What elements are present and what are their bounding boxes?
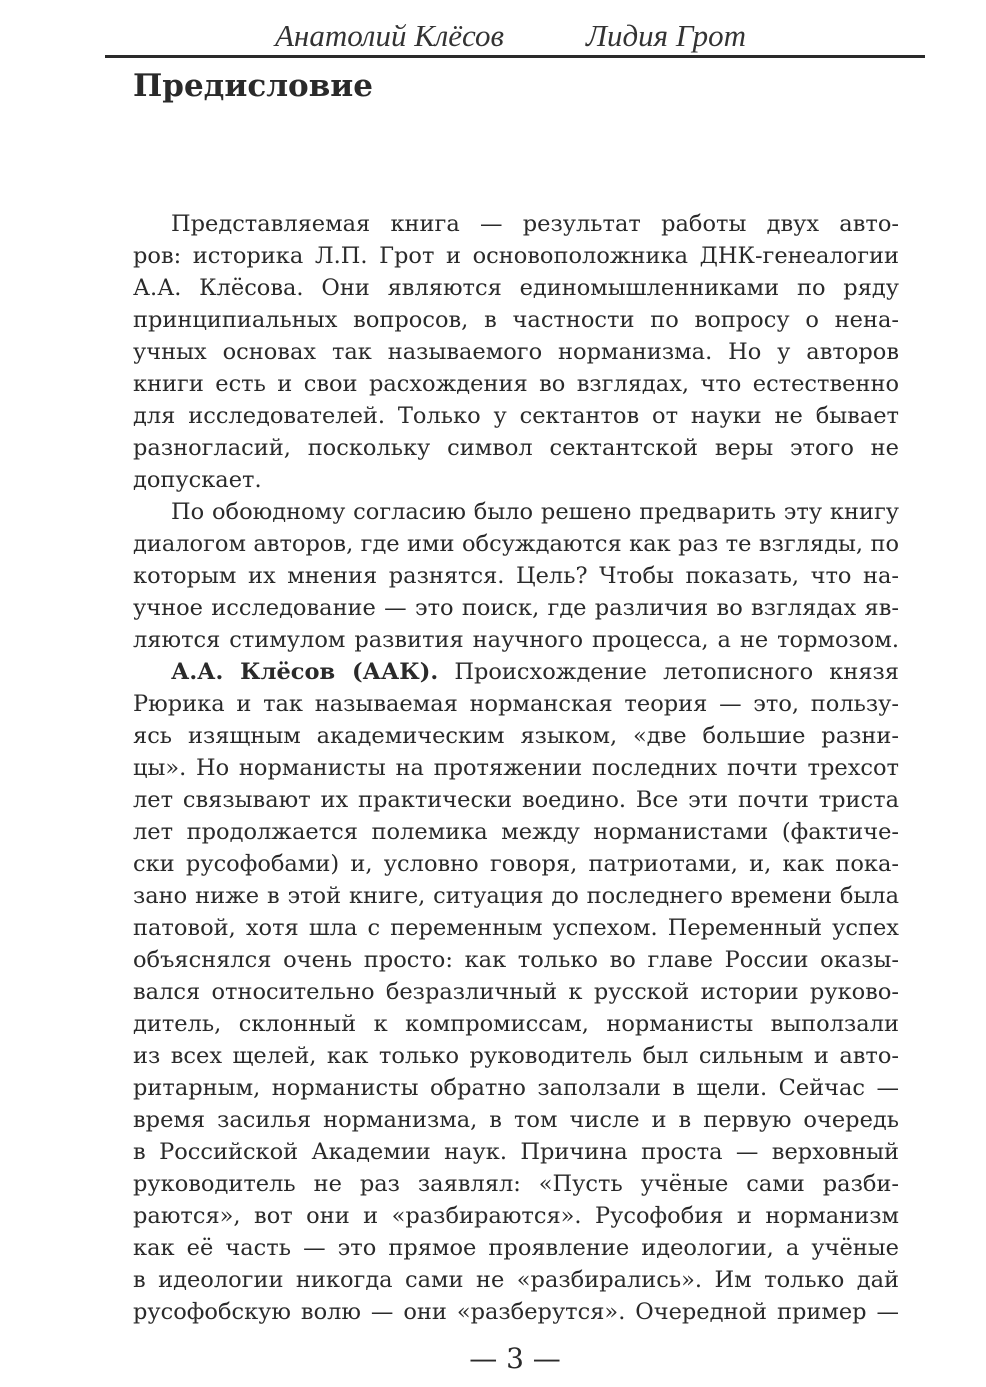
header-rule <box>105 55 925 58</box>
text-line: Представляемая книга — результат работы двух авто- <box>171 211 899 237</box>
header-author-2: Лидия Грот <box>586 18 746 53</box>
text-line: для исследователей. Только у сектантов от науки не бывает <box>133 403 899 429</box>
text-line: лет продолжается полемика между норманистами (фактиче- <box>133 819 899 845</box>
speaker-line-rest: Происхождение летописного князя <box>438 659 899 685</box>
text-line: в Российской Академии наук. Причина проста — верховный <box>133 1139 899 1165</box>
paragraph <box>133 208 899 496</box>
speaker-label: А.А. Клёсов (ААК). <box>171 659 439 685</box>
paragraph <box>133 656 899 1328</box>
text-body <box>133 208 899 1328</box>
text-line: дитель, склонный к компромиссам, норманисты выползали <box>133 1011 899 1037</box>
text-line <box>133 656 899 688</box>
text-line: время засилья норманизма, в том числе и в первую очередь <box>133 1107 899 1133</box>
text-line: в идеологии никогда сами не «разбирались». Им только дай <box>133 1267 899 1293</box>
page-number: — 3 — <box>469 1342 561 1375</box>
text-line: зано ниже в этой книге, ситуация до последнего времени была <box>133 883 899 909</box>
text-line: учных основах так называемого норманизма. Но у авторов <box>133 339 899 365</box>
text-line: руководитель не раз заявлял: «Пусть учёные сами разби- <box>133 1171 899 1197</box>
text-line: книги есть и свои расхождения во взглядах, что естественно <box>133 371 899 397</box>
text-line: разногласий, поскольку символ сектантской веры этого не <box>133 435 899 461</box>
text-line: диалогом авторов, где ими обсуждаются как раз те взгляды, по <box>133 531 899 557</box>
header-author-1: Анатолий Клёсов <box>275 18 505 53</box>
text-line: ски русофобами) и, условно говоря, патриотами, и, как пока- <box>133 851 899 877</box>
text-line: раются», вот они и «разбираются». Русофобия и норманизм <box>133 1203 899 1229</box>
text-line: которым их мнения разнятся. Цель? Чтобы показать, что на- <box>133 563 899 589</box>
text-line: из всех щелей, как только руководитель был сильным и авто- <box>133 1043 899 1069</box>
text-line: вался относительно безразличный к русской истории руково- <box>133 979 899 1005</box>
chapter-title: Предисловие <box>133 68 373 104</box>
text-line: ясь изящным академическим языком, «две большие разни- <box>133 723 899 749</box>
text-line: объяснялся очень просто: как только во главе России оказы- <box>133 947 899 973</box>
text-line: ляются стимулом развития научного процесса, а не тормозом. <box>133 627 899 653</box>
text-line: принципиальных вопросов, в частности по вопросу о нена- <box>133 307 899 333</box>
text-line: учное исследование — это поиск, где различия во взглядах яв- <box>133 595 899 621</box>
text-line: допускает. <box>133 467 262 493</box>
text-line: русофобскую волю — они «разберутся». Очередной пример — <box>133 1299 899 1325</box>
text-line: По обоюдному согласию было решено предварить эту книгу <box>171 499 899 525</box>
text-line: как её часть — это прямое проявление идеологии, а учёные <box>133 1235 899 1261</box>
text-line: ров: историка Л.П. Грот и основоположника ДНК-генеалогии <box>133 243 899 269</box>
text-line: цы». Но норманисты на протяжении последних почти трехсот <box>133 755 899 781</box>
text-line: Рюрика и так называемая норманская теория — это, пользу- <box>133 691 899 717</box>
running-header <box>105 18 925 58</box>
paragraph <box>133 496 899 656</box>
text-line: А.А. Клёсова. Они являются единомышленниками по ряду <box>133 275 899 301</box>
text-line: патовой, хотя шла с переменным успехом. Переменный успех <box>133 915 899 941</box>
text-line: лет связывают их практически воедино. Все эти почти триста <box>133 787 899 813</box>
text-line: ритарным, норманисты обратно заползали в щели. Сейчас — <box>133 1075 899 1101</box>
